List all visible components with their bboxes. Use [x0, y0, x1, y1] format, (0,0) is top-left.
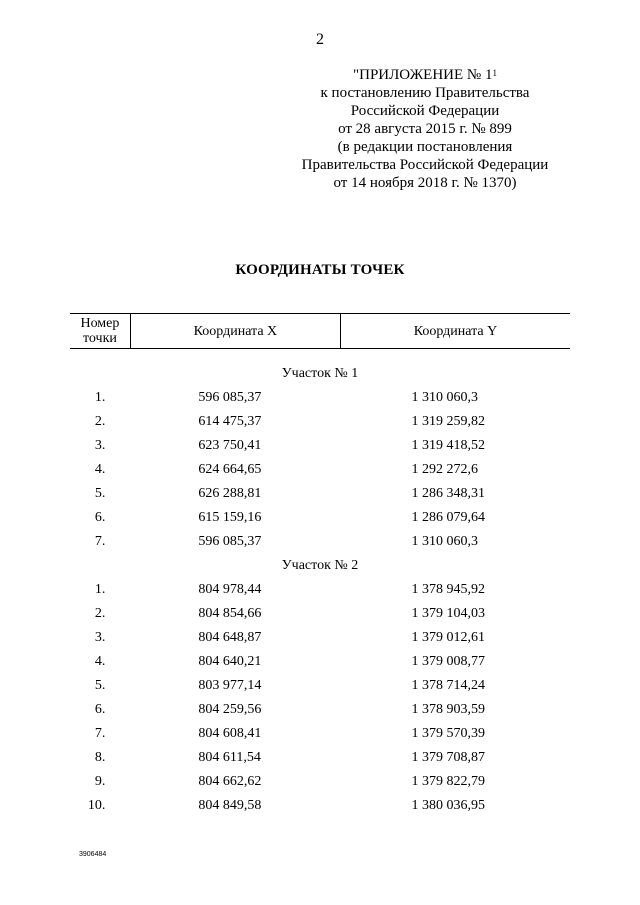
coordinate-y-cell: 1 292 272,6	[411, 462, 478, 477]
appendix-line-7: от 14 ноября 2018 г. № 1370)	[333, 175, 517, 191]
coordinate-x-cell: 626 288,81	[198, 486, 262, 501]
coordinate-y-cell: 1 379 008,77	[411, 654, 485, 669]
coordinate-y-cell: 1 378 903,59	[411, 702, 485, 717]
header-point-number-line-1: Номер	[80, 316, 120, 331]
coordinate-y-cell: 1 379 012,61	[411, 630, 485, 645]
section-header-row	[70, 362, 570, 386]
header-coordinate-y: Координата Y	[340, 314, 570, 349]
coordinate-y-cell: 1 310 060,3	[411, 390, 478, 405]
coordinate-y-cell: 1 378 945,92	[411, 582, 485, 597]
coordinate-y-cell: 1 379 708,87	[411, 750, 485, 765]
appendix-title-text: "ПРИЛОЖЕНИЕ № 1	[352, 67, 493, 83]
coordinate-x-cell: 804 640,21	[198, 654, 262, 669]
table-row	[70, 746, 570, 770]
point-number-cell: 6.	[94, 702, 106, 717]
coordinate-y-cell: 1 310 060,3	[411, 534, 478, 549]
table-row	[70, 794, 570, 818]
document-title: КООРДИНАТЫ ТОЧЕК	[235, 262, 405, 278]
point-number-cell: 10.	[87, 798, 106, 813]
point-number-cell: 3.	[94, 438, 106, 453]
appendix-line-5: (в редакции постановления	[337, 139, 513, 155]
coordinate-y-cell: 1 378 714,24	[411, 678, 485, 693]
table-row	[70, 698, 570, 722]
point-number-cell: 2.	[94, 414, 106, 429]
table-row	[70, 602, 570, 626]
coordinate-x-cell: 614 475,37	[198, 414, 262, 429]
page-number: 2	[316, 31, 324, 48]
table-row	[70, 434, 570, 458]
coordinate-y-cell: 1 319 259,82	[411, 414, 485, 429]
appendix-header	[280, 66, 570, 192]
point-number-cell: 1.	[94, 582, 106, 597]
coordinate-x-cell: 804 978,44	[198, 582, 262, 597]
coordinate-x-cell: 804 854,66	[198, 606, 262, 621]
table-row	[70, 722, 570, 746]
point-number-cell: 5.	[94, 678, 106, 693]
coordinate-x-cell: 804 849,58	[198, 798, 262, 813]
coordinate-y-cell: 1 380 036,95	[411, 798, 485, 813]
table-row	[70, 626, 570, 650]
table-row	[70, 458, 570, 482]
point-number-cell: 7.	[94, 534, 106, 549]
table-body	[70, 349, 570, 819]
coordinate-y-cell: 1 379 104,03	[411, 606, 485, 621]
appendix-line-2: к постановлению Правительства	[320, 85, 530, 101]
point-number-cell: 1.	[94, 390, 106, 405]
section-header-row	[70, 554, 570, 578]
coordinate-y-cell: 1 286 348,31	[411, 486, 485, 501]
coordinate-x-cell: 803 977,14	[198, 678, 262, 693]
coordinate-x-cell: 804 259,56	[198, 702, 262, 717]
point-number-cell: 7.	[94, 726, 106, 741]
point-number-cell: 2.	[94, 606, 106, 621]
section-title: Участок № 2	[281, 558, 359, 573]
table-header-row	[70, 314, 570, 349]
coordinate-y-cell: 1 379 570,39	[411, 726, 485, 741]
table-row	[70, 674, 570, 698]
table-row	[70, 530, 570, 554]
coordinate-y-cell: 1 319 418,52	[411, 438, 485, 453]
coordinates-table	[70, 313, 570, 818]
table-row	[70, 506, 570, 530]
table-row	[70, 386, 570, 410]
point-number-cell: 9.	[94, 774, 106, 789]
coordinate-x-cell: 596 085,37	[198, 390, 262, 405]
point-number-cell: 4.	[94, 462, 106, 477]
coordinate-x-cell: 804 648,87	[198, 630, 262, 645]
coordinate-y-cell: 1 286 079,64	[411, 510, 485, 525]
table-spacer	[70, 349, 570, 363]
point-number-cell: 3.	[94, 630, 106, 645]
header-point-number	[70, 314, 130, 349]
header-point-number-line-2: точки	[82, 331, 117, 346]
coordinate-x-cell: 615 159,16	[198, 510, 262, 525]
coordinate-x-cell: 623 750,41	[198, 438, 262, 453]
point-number-cell: 8.	[94, 750, 106, 765]
document-code: 3906484	[79, 851, 107, 858]
appendix-line-3: Российской Федерации	[350, 103, 500, 119]
table-row	[70, 770, 570, 794]
table-row	[70, 482, 570, 506]
coordinate-y-cell: 1 379 822,79	[411, 774, 485, 789]
coordinate-x-cell: 804 611,54	[198, 750, 261, 765]
section-title: Участок № 1	[281, 366, 359, 381]
coordinate-x-cell: 596 085,37	[198, 534, 262, 549]
coordinate-x-cell: 804 608,41	[198, 726, 262, 741]
coordinate-x-cell: 804 662,62	[198, 774, 262, 789]
point-number-cell: 5.	[94, 486, 106, 501]
point-number-cell: 4.	[94, 654, 106, 669]
appendix-title-superscript: 1	[492, 68, 497, 78]
table-row	[70, 578, 570, 602]
coordinate-x-cell: 624 664,65	[198, 462, 262, 477]
appendix-title	[280, 66, 570, 84]
table-row	[70, 410, 570, 434]
appendix-line-4: от 28 августа 2015 г. № 899	[338, 121, 512, 137]
appendix-line-6: Правительства Российской Федерации	[301, 157, 549, 173]
point-number-cell: 6.	[94, 510, 106, 525]
header-coordinate-x: Координата X	[130, 314, 340, 349]
table-row	[70, 650, 570, 674]
